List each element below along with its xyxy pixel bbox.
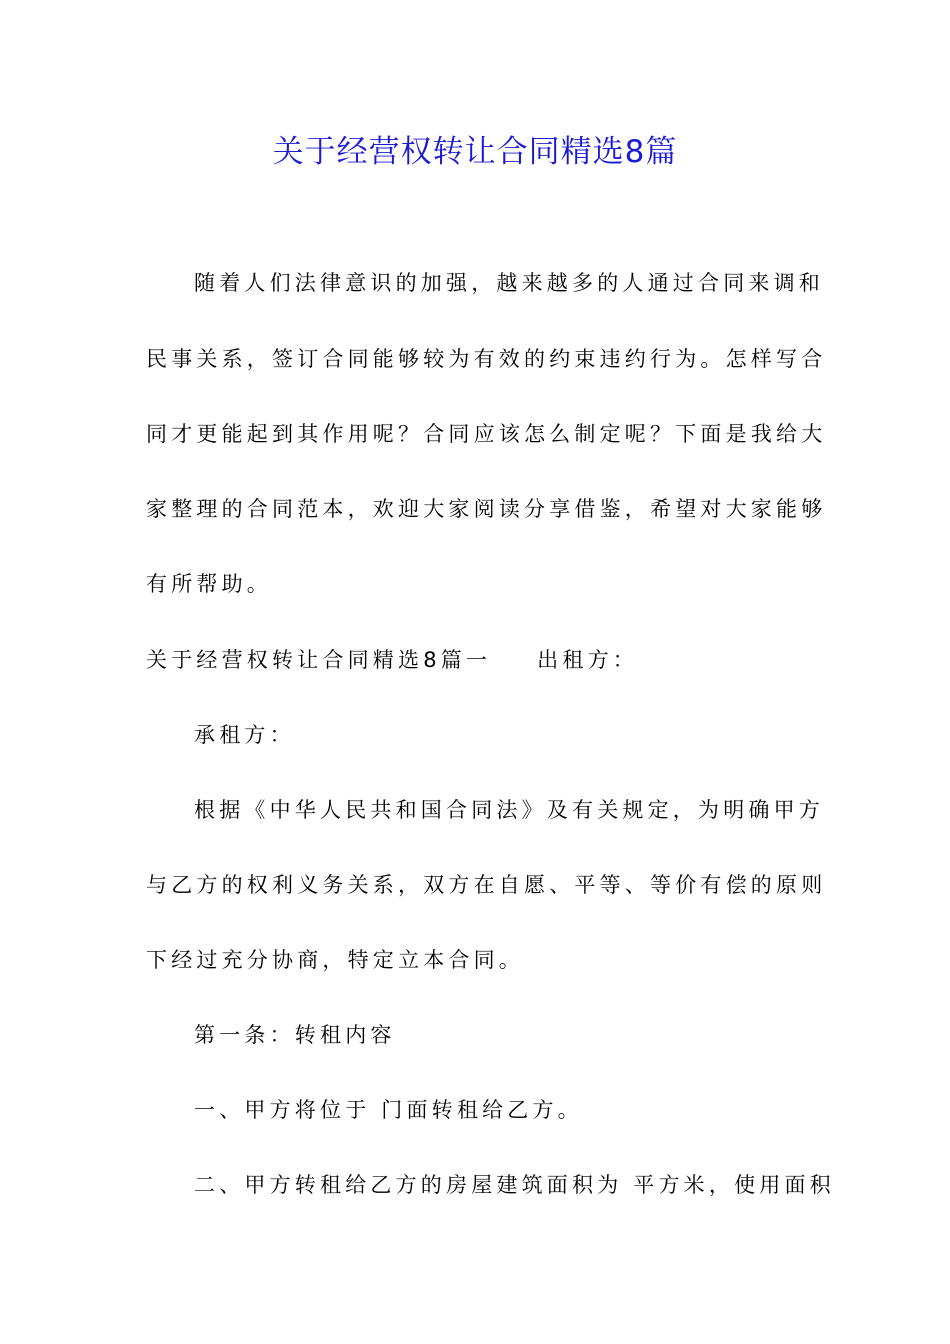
- article-1-item-2: 二、甲方转租给乙方的房屋建筑面积为 平方米，使用面积: [194, 1173, 835, 1197]
- intro-line-2: 民事关系，签订合同能够较为有效的约束违约行为。怎样写合: [146, 347, 827, 371]
- lessee-label: 承租方：: [194, 723, 295, 747]
- basis-line-3: 下经过充分协商，特定立本合同。: [146, 948, 524, 972]
- section-heading-line: [146, 645, 806, 675]
- basis-line-1: 根据《中华人民共和国合同法》及有关规定，为明确甲方: [194, 798, 824, 822]
- intro-line-5: 有所帮助。: [146, 572, 272, 596]
- article-1-heading: 第一条：转租内容: [194, 1023, 396, 1047]
- intro-line-3: 同才更能起到其作用呢？合同应该怎么制定呢？下面是我给大: [146, 422, 827, 446]
- section-heading: 关于经营权转让合同精选8篇一: [146, 648, 492, 672]
- intro-line-4: 家整理的合同范本，欢迎大家阅读分享借鉴，希望对大家能够: [146, 497, 827, 521]
- document-title: 关于经营权转让合同精选8篇: [272, 134, 678, 170]
- lessor-label: 出租方：: [537, 648, 638, 672]
- intro-line-1: 随着人们法律意识的加强，越来越多的人通过合同来调和: [194, 271, 824, 295]
- basis-line-2: 与乙方的权利义务关系，双方在自愿、平等、等价有偿的原则: [146, 873, 827, 897]
- article-1-item-1: 一、甲方将位于 门面转租给乙方。: [194, 1098, 583, 1122]
